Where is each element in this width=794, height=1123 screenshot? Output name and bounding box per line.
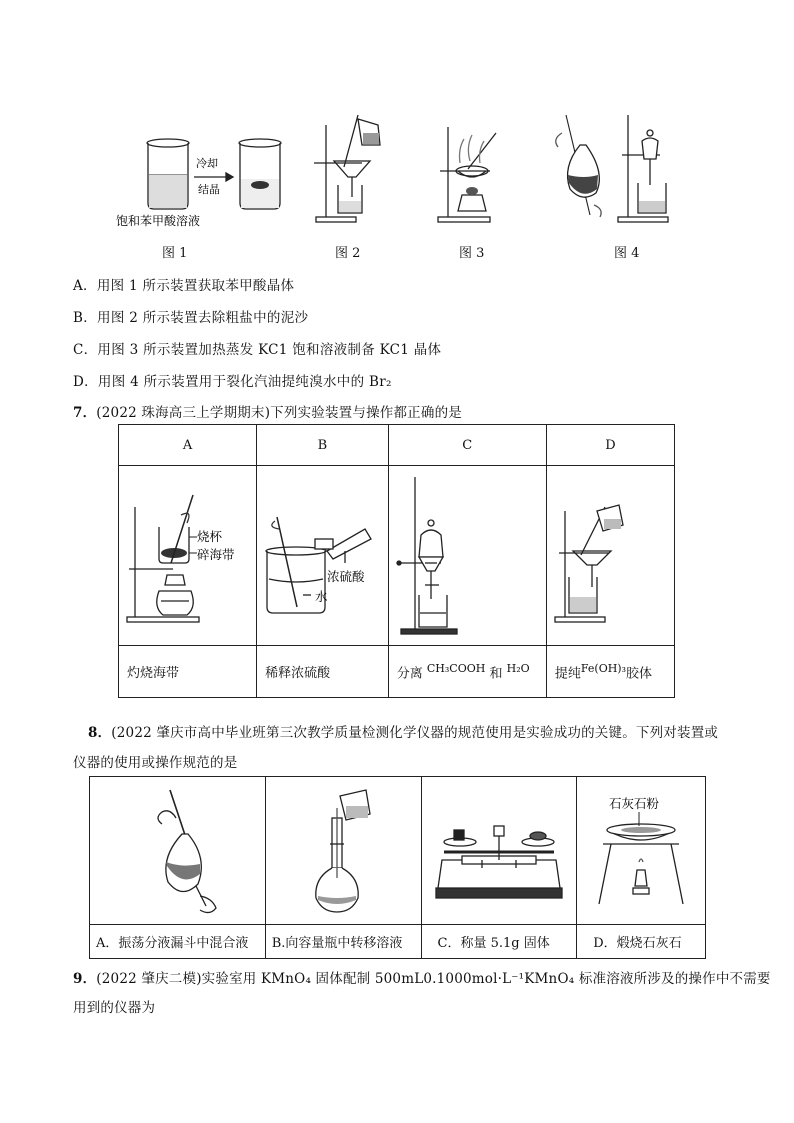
q9-number: 9． bbox=[73, 971, 97, 987]
q8-table bbox=[89, 776, 706, 959]
q7-a-label-beaker: 烧杯 bbox=[197, 528, 223, 544]
q9-stem-line1 bbox=[73, 967, 771, 987]
q7-a-burning-seaweed-figure bbox=[119, 467, 255, 645]
q7-header-b: B bbox=[257, 425, 389, 466]
q8-stem-text1: (2022 肇庆市高中毕业班第三次教学质量检测化学仪器的规范使用是实验成功的关键。下列对装置或 bbox=[111, 725, 719, 741]
q9-stem-text1: (2022 肇庆二模)实验室用 KMnO₄ 固体配制 500mL0.1000mol·L⁻¹KMnO₄ 标准溶液所涉及的操作中不需要 bbox=[96, 971, 771, 987]
q8-cell-c-image[interactable] bbox=[421, 777, 577, 925]
fig1-label-cool: 冷却 bbox=[196, 157, 218, 170]
q7-cell-d-image[interactable] bbox=[546, 466, 674, 646]
q7-cell-c-image[interactable] bbox=[388, 466, 546, 646]
q6-figure-strip bbox=[100, 105, 700, 235]
q6-option-d[interactable]: D．用图 4 所示装置用于裂化汽油提纯溴水中的 Br₂ bbox=[73, 374, 392, 390]
q7-c-separating-figure bbox=[389, 467, 545, 645]
q7-cell-b-image[interactable] bbox=[257, 466, 389, 646]
q8-number: 8． bbox=[88, 725, 112, 741]
q7-header-a: A bbox=[119, 425, 257, 466]
q7-d-filtration-figure bbox=[547, 467, 673, 645]
q6-option-b[interactable]: B．用图 2 所示装置去除粗盐中的泥沙 bbox=[73, 310, 309, 326]
fig4-separating-funnel bbox=[556, 115, 668, 222]
q8-cell-d-image[interactable] bbox=[577, 777, 706, 925]
fig1-caption: 图 1 bbox=[162, 246, 188, 261]
q7-caption-a: 灼烧海带 bbox=[119, 646, 257, 698]
q8-d-label-limestone: 石灰石粉 bbox=[609, 795, 660, 811]
fig1-arrow bbox=[194, 173, 233, 181]
q8-stem-line1 bbox=[88, 721, 718, 741]
q7-header-d: D bbox=[546, 425, 674, 466]
q8-caption-c: C．称量 5.1g 固体 bbox=[421, 925, 577, 959]
q7-caption-c-formula1: CH₃COOH bbox=[426, 661, 486, 675]
fig3-caption: 图 3 bbox=[459, 246, 485, 261]
fig1-label-crystal: 结晶 bbox=[198, 183, 220, 196]
q8-cell-b-image[interactable] bbox=[265, 777, 421, 925]
fig2-caption: 图 2 bbox=[335, 246, 361, 261]
fig3-evaporation bbox=[438, 127, 496, 222]
fig2-filtration bbox=[314, 115, 380, 222]
q7-caption-c-formula2: H₂O bbox=[506, 661, 530, 675]
q7-caption-c-prefix: 分离 bbox=[396, 666, 423, 682]
q8-b-volumetric-flask-figure bbox=[266, 778, 420, 924]
q7-b-label-acid: 浓硫酸 bbox=[327, 568, 365, 584]
fig1-beaker-right bbox=[239, 139, 281, 209]
q8-c-balance-figure bbox=[422, 778, 576, 924]
q7-stem-text: (2022 珠海高三上学期期末)下列实验装置与操作都正确的是 bbox=[96, 405, 462, 421]
fig4-caption: 图 4 bbox=[614, 246, 640, 261]
q7-caption-b: 稀释浓硫酸 bbox=[257, 646, 389, 698]
fig1-beaker-left bbox=[147, 139, 189, 209]
q7-b-label-water: 水 bbox=[315, 588, 328, 604]
q8-caption-d: D．煅烧石灰石 bbox=[577, 925, 706, 959]
q8-stem-line2: 仪器的使用或操作规范的是 bbox=[73, 755, 238, 771]
q6-figures bbox=[100, 105, 700, 235]
q7-table bbox=[118, 424, 675, 698]
q7-caption-c bbox=[388, 646, 546, 698]
q7-header-c: C bbox=[388, 425, 546, 466]
q8-caption-a: A．振荡分液漏斗中混合液 bbox=[90, 925, 266, 959]
q8-d-calcine-figure bbox=[577, 778, 704, 924]
q7-caption-d-prefix: 提纯 bbox=[554, 666, 581, 682]
q7-caption-d bbox=[546, 646, 674, 698]
q7-a-label-seaweed: 碎海带 bbox=[197, 546, 235, 562]
q8-caption-b: B.向容量瓶中转移溶液 bbox=[265, 925, 421, 959]
q7-number: 7． bbox=[73, 405, 97, 421]
q6-option-a[interactable]: A．用图 1 所示装置获取苯甲酸晶体 bbox=[73, 278, 295, 294]
fig1-label-solution: 饱和苯甲酸溶液 bbox=[116, 214, 201, 228]
q7-b-dilute-acid-figure bbox=[257, 467, 387, 645]
q7-stem bbox=[73, 401, 462, 421]
q7-caption-c-mid: 和 bbox=[489, 666, 503, 682]
q7-cell-a-image[interactable] bbox=[119, 466, 257, 646]
q8-cell-a-image[interactable] bbox=[90, 777, 266, 925]
q7-caption-d-suffix: 胶体 bbox=[626, 666, 653, 682]
q8-a-shake-funnel-figure bbox=[90, 778, 264, 924]
q6-option-c[interactable]: C．用图 3 所示装置加热蒸发 KC1 饱和溶液制备 KC1 晶体 bbox=[73, 342, 442, 358]
q7-caption-d-formula: Fe(OH)₃ bbox=[580, 661, 627, 675]
q9-stem-line2: 用到的仪器为 bbox=[73, 1000, 156, 1016]
